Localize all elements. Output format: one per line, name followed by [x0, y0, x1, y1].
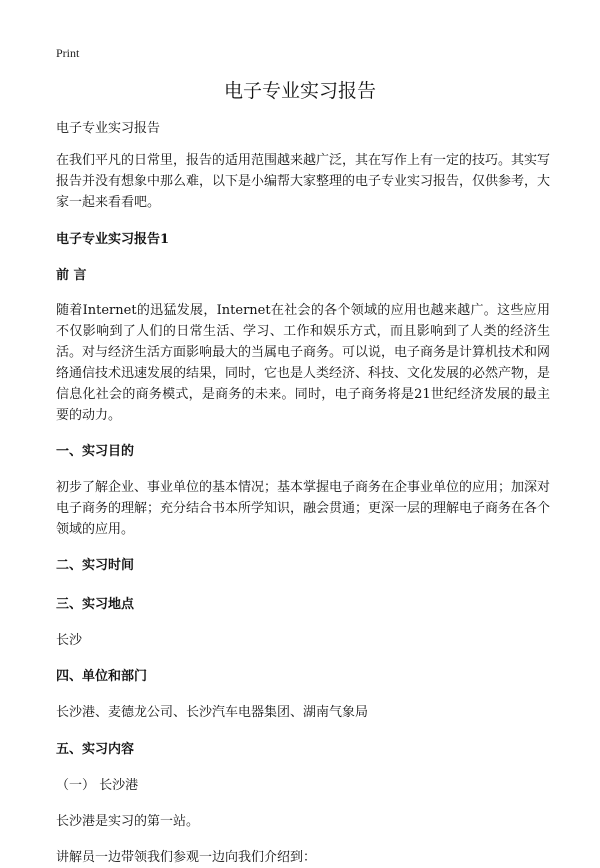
section-paragraph-location: 长沙: [56, 633, 83, 648]
print-link[interactable]: Print: [56, 46, 80, 60]
intro-paragraph: 在我们平凡的日常里，报告的适用范围越来越广泛，其在写作上有一定的技巧。其实写报告并没有想象中那么难，以下是小编帮大家整理的电子专业实习报告，仅供参考，大家一起来看看吧。: [56, 153, 551, 210]
content-paragraph-1: 长沙港是实习的第一站。: [56, 814, 200, 829]
section-heading-purpose: 一、实习目的: [56, 444, 135, 459]
section-paragraph-purpose: 初步了解企业、事业单位的基本情况；基本掌握电子商务在企事业单位的应用；加深对电子商务的理解；充分结合书本所学知识，融会贯通；更深一层的理解电子商务在各个领域的应用。: [56, 480, 551, 537]
section-heading-content: 五、实习内容: [56, 742, 135, 757]
document-title: 电子专业实习报告: [223, 80, 376, 102]
subsection-heading-changsha-port: （一） 长沙港: [56, 778, 139, 793]
content-paragraph-2: 讲解员一边带领我们参观一边向我们介绍到：: [56, 850, 317, 865]
preface-paragraph: 随着Internet的迅猛发展，Internet在社会的各个领域的应用也越来越广。这些应用不仅影响到了人们的日常生活、学习、工作和娱乐方式，而且影响到了人类的经济生活。对与经济生活方面影响最大的当属电子商务。可以说，电子商务是计算机技术和网络通信技术迅速发展的结果，同时，它也是人类经济、科技、文化发展的必然产物，是信息化社会的商务模式，是商务的未来。同时，电子商务将是21世纪经济发展的最主要的动力。: [56, 303, 551, 423]
section-paragraph-units: 长沙港、麦德龙公司、长沙汽车电器集团、湖南气象局: [56, 705, 369, 720]
preface-heading: 前 言: [56, 268, 87, 283]
document-subtitle: 电子专业实习报告: [56, 121, 161, 136]
report-heading: 电子专业实习报告1: [56, 232, 170, 247]
document-body: [56, 118, 550, 868]
section-heading-time: 二、实习时间: [56, 558, 135, 573]
section-heading-location: 三、实习地点: [56, 597, 135, 612]
section-heading-units: 四、单位和部门: [56, 669, 148, 684]
